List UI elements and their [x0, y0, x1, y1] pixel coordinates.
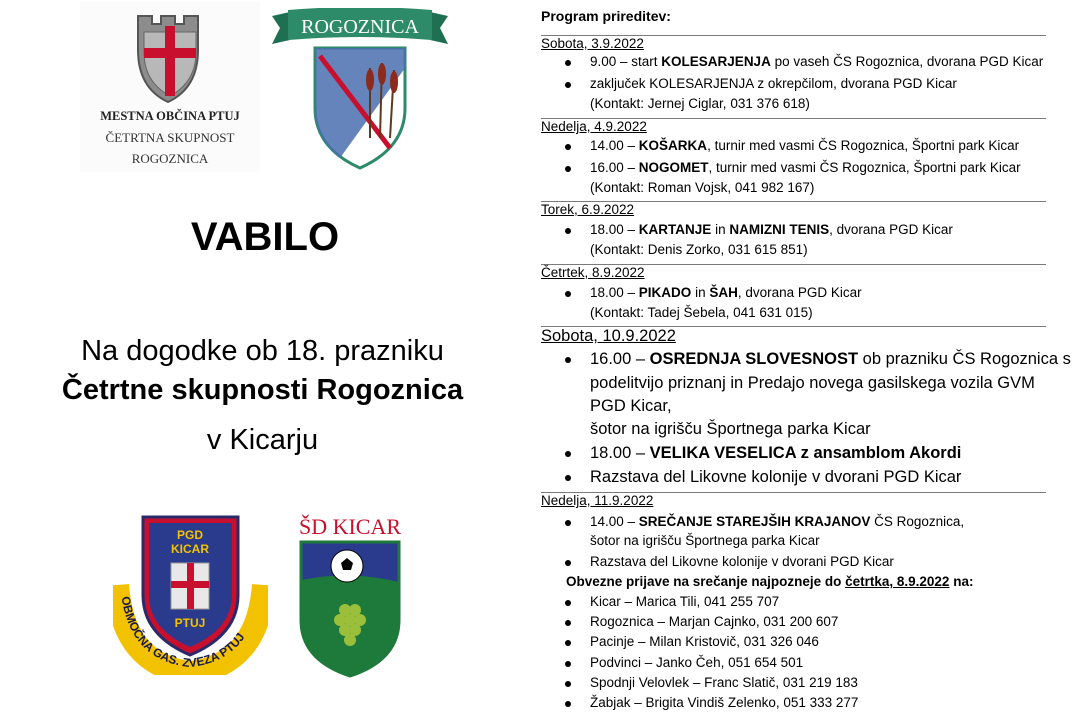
municipality-logo — [80, 2, 260, 172]
invite-line3: v Kicarju — [206, 424, 319, 456]
contact-line: (Kontakt: Tadej Šebela, 041 631 015) — [590, 305, 813, 320]
municipality-name: MESTNA OBČINA PTUJ — [100, 109, 240, 123]
contact-line: (Kontakt: Jernej Ciglar, 031 376 618) — [590, 96, 810, 111]
day-heading: Torek, 6.9.2022 — [541, 202, 635, 217]
sd-name-text: ŠD KICAR — [298, 514, 402, 539]
sd-kicar-logo — [295, 510, 405, 680]
bullet-icon — [565, 166, 571, 172]
bullet-icon — [565, 144, 571, 150]
program-item-continued: šotor na igrišču Športnega parka Kicar — [590, 533, 820, 548]
community-line1: ČETRTNA SKUPNOST — [105, 130, 235, 145]
municipality-crest-icon — [80, 2, 260, 107]
contact-list-item: Rogoznica – Marjan Cajnko, 031 200 607 — [590, 614, 839, 629]
bullet-icon — [565, 620, 571, 626]
program-item: 16.00 – OSREDNJA SLOVESNOST ob prazniku ČS Rogoznica s — [590, 350, 1071, 368]
program-item-continued: PGD Kicar, — [590, 397, 672, 415]
pgd-ring-text: OBMOČNA GAS. ZVEZA PTUJ — [118, 595, 248, 671]
program-item: 16.00 – NOGOMET, turnir med vasmi ČS Rogoznica, Športni park Kicar — [590, 160, 1021, 175]
pgd-kicar-logo — [113, 515, 268, 675]
bullet-icon — [565, 640, 571, 646]
bullet-icon — [565, 228, 571, 234]
contact-line: (Kontakt: Roman Vojsk, 041 982 167) — [590, 180, 815, 195]
bullet-icon — [565, 560, 571, 566]
bullet-icon — [565, 291, 571, 297]
invite-line1: Na dogodke ob 18. prazniku — [81, 335, 444, 367]
day-heading: Četrtek, 8.9.2022 — [541, 265, 645, 280]
contact-list-item: Pacinje – Milan Kristovič, 031 326 046 — [590, 634, 819, 649]
contact-line: (Kontakt: Denis Zorko, 031 615 851) — [590, 242, 808, 257]
day-heading: Nedelja, 4.9.2022 — [541, 119, 647, 134]
bullet-icon — [565, 82, 571, 88]
contact-list-item: Žabjak – Brigita Vindiš Zelenko, 051 333 277 — [590, 695, 859, 710]
program-item: 18.00 – VELIKA VESELICA z ansamblom Akordi — [590, 444, 962, 462]
contact-list-item: Podvinci – Janko Čeh, 051 654 501 — [590, 655, 804, 670]
program-item-continued: podelitvijo priznanj in Predajo novega gasilskega vozila GVM — [590, 374, 1035, 392]
invite-line2: Četrtne skupnosti Rogoznica — [61, 374, 464, 406]
program-title: Program prireditev: — [541, 8, 671, 24]
day-heading: Nedelja, 11.9.2022 — [541, 493, 654, 508]
program-item: 14.00 – SREČANJE STAREJŠIH KRAJANOV ČS Rogoznica, — [590, 514, 965, 529]
sports-club-shield-icon — [295, 510, 405, 680]
community-line2: ROGOZNICA — [131, 151, 209, 166]
bullet-icon — [565, 600, 571, 606]
bullet-icon — [565, 475, 571, 481]
day-heading: Sobota, 3.9.2022 — [541, 36, 644, 51]
bullet-icon — [565, 60, 571, 66]
program-item: 18.00 – KARTANJE in NAMIZNI TENIS, dvorana PGD Kicar — [590, 222, 953, 237]
bullet-icon — [565, 661, 571, 667]
registration-note: Obvezne prijave na srečanje najpozneje do četrtka, 8.9.2022 na: — [566, 574, 974, 589]
program-item: 14.00 – KOŠARKA, turnir med vasmi ČS Rogoznica, Športni park Kicar — [590, 138, 1020, 153]
pgd-mid-text: KICAR — [171, 542, 209, 556]
bullet-icon — [565, 520, 571, 526]
banner-text: ROGOZNICA — [301, 16, 419, 38]
program-item: Razstava del Likovne kolonije v dvorani PGD Kicar — [590, 554, 894, 569]
bullet-icon — [565, 681, 571, 687]
contact-list-item: Spodnji Velovlek – Franc Slatič, 031 219 183 — [590, 675, 858, 690]
day-heading: Sobota, 10.9.2022 — [541, 327, 676, 345]
page-title: VABILO — [190, 215, 340, 259]
program-item: zaključek KOLESARJENJA z okrepčilom, dvorana PGD Kicar — [590, 76, 957, 91]
program-item-continued: šotor na igrišču Športnega parka Kicar — [590, 420, 871, 438]
bullet-icon — [565, 701, 571, 707]
program-item: 18.00 – PIKADO in ŠAH, dvorana PGD Kicar — [590, 285, 862, 300]
bullet-icon — [565, 357, 571, 363]
program-item: Razstava del Likovne kolonije v dvorani PGD Kicar — [590, 468, 962, 486]
pgd-top-text: PGD — [176, 528, 204, 542]
rogoznica-shield-icon — [270, 8, 450, 173]
fire-brigade-badge-icon — [113, 515, 268, 675]
program-item: 9.00 – start KOLESARJENJA po vaseh ČS Rogoznica, dvorana PGD Kicar — [590, 54, 1044, 69]
bullet-icon — [565, 451, 571, 457]
rogoznica-crest — [270, 8, 450, 173]
contact-list-item: Kicar – Marica Tili, 041 255 707 — [590, 594, 780, 609]
pgd-ptuj-text: PTUJ — [174, 616, 206, 630]
